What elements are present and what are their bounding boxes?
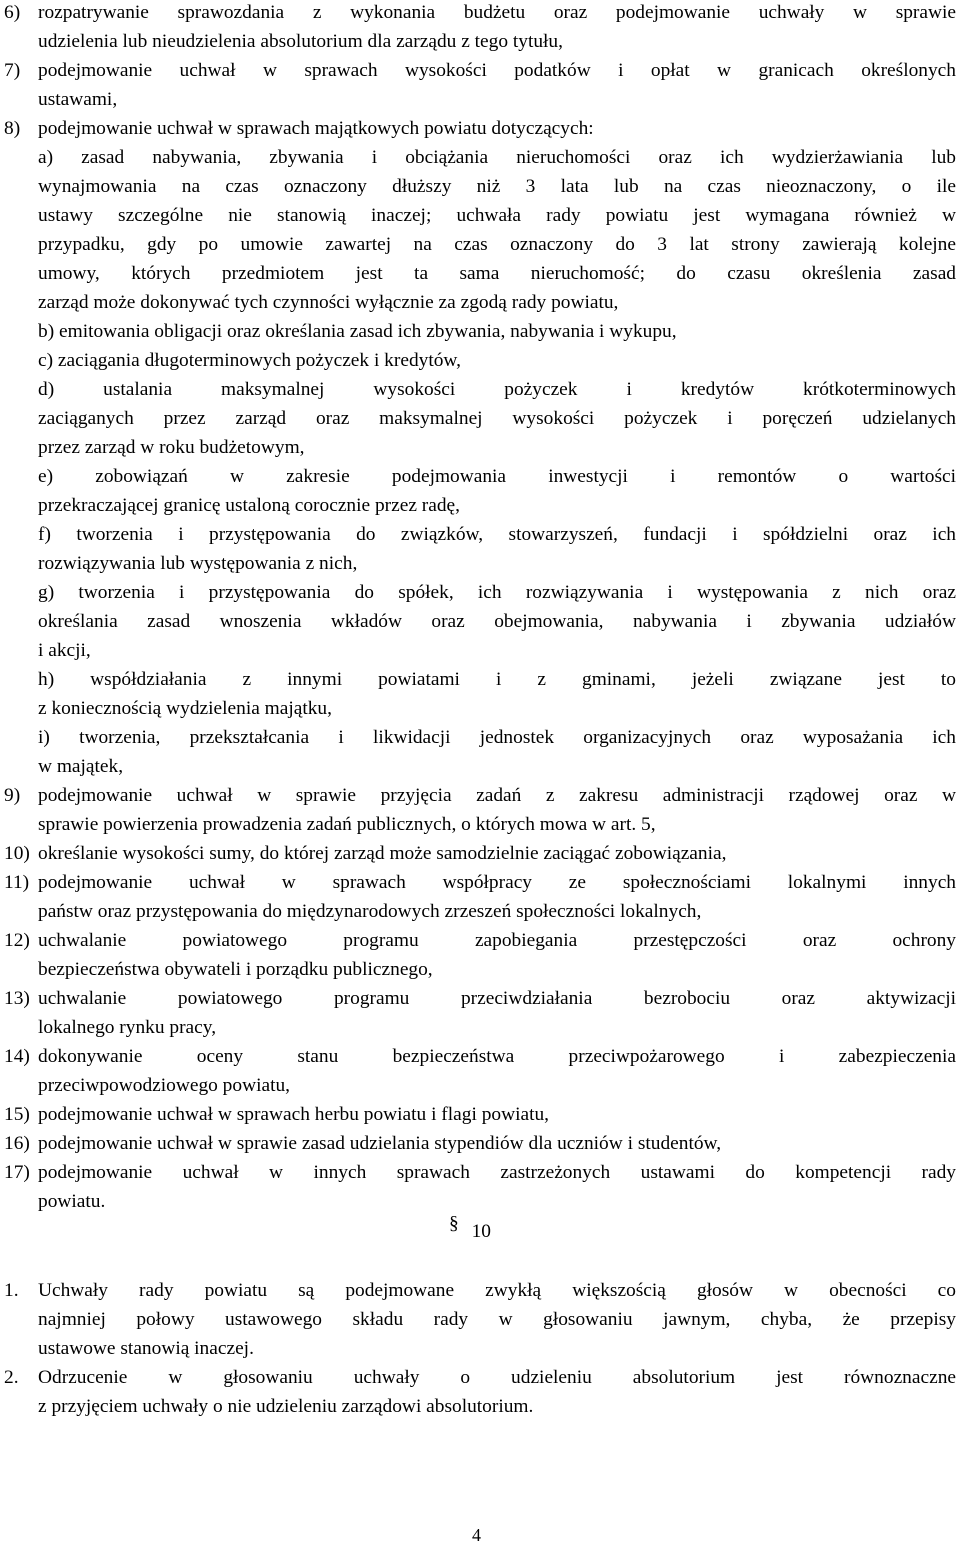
- sub-a-line-4: przypadku, gdy po umowie zawartej na czas oznaczony do 3 lat strony zawierają kolejne: [38, 234, 956, 255]
- item-14-line-2: przeciwpowodziowego powiatu,: [38, 1075, 291, 1096]
- sub-a-line-6: zarząd może dokonywać tych czynności wyłącznie za zgodą rady powiatu,: [38, 292, 619, 313]
- item-8-line-1: podejmowanie uchwał w sprawach majątkowych powiatu dotyczących:: [38, 118, 594, 139]
- item-6-line-1: rozpatrywanie sprawozdania z wykonania budżetu oraz podejmowanie uchwały w sprawie: [38, 2, 956, 23]
- sub-g-line-3: i akcji,: [38, 640, 91, 661]
- paragraph-1-line-1: Uchwały rady powiatu są podejmowane zwykłą większością głosów w obecności co: [38, 1280, 956, 1301]
- item-9-line-2: sprawie powierzenia prowadzenia zadań publicznych, o których mowa w art. 5,: [38, 814, 656, 835]
- sub-g-line-2: określania zasad wnoszenia wkładów oraz obejmowania, nabywania i zbywania udziałów: [38, 611, 956, 632]
- item-6-line-2: udzielenia lub nieudzielenia absolutorium dla zarządu z tego tytułu,: [38, 31, 563, 52]
- item-17-line-2: powiatu.: [38, 1191, 106, 1212]
- item-number: 14): [4, 1046, 30, 1067]
- sub-d-line-2: zaciąganych przez zarząd oraz maksymalnej wysokości pożyczek i poręczeń udzielanych: [38, 408, 956, 429]
- item-number: 6): [4, 2, 21, 23]
- sub-d-line-1: d) ustalania maksymalnej wysokości pożyczek i kredytów krótkoterminowych: [38, 379, 956, 400]
- item-11-line-1: podejmowanie uchwał w sprawach współpracy ze społecznościami lokalnymi innych: [38, 872, 956, 893]
- sub-i-line-1: i) tworzenia, przekształcania i likwidacji jednostek organizacyjnych oraz wyposażania ich: [38, 727, 956, 748]
- paragraph-number: 1.: [4, 1280, 19, 1301]
- item-7-line-2: ustawami,: [38, 89, 118, 110]
- item-13-line-1: uchwalanie powiatowego programu przeciwdziałania bezrobociu oraz aktywizacji: [38, 988, 956, 1009]
- item-11-line-2: państw oraz przystępowania do międzynarodowych zrzeszeń społeczności lokalnych,: [38, 901, 702, 922]
- sub-h-line-2: z koniecznością wydzielenia majątku,: [38, 698, 332, 719]
- item-12-line-1: uchwalanie powiatowego programu zapobiegania przestępczości oraz ochrony: [38, 930, 956, 951]
- section-number: 10: [471, 1221, 491, 1242]
- section-heading: [449, 1213, 491, 1243]
- item-13-line-2: lokalnego rynku pracy,: [38, 1017, 217, 1038]
- sub-d-line-3: przez zarząd w roku budżetowym,: [38, 437, 305, 458]
- sub-a-line-2: wynajmowania na czas oznaczony dłuższy niż 3 lata lub na czas nieoznaczony, o ile: [38, 176, 956, 197]
- sub-f-line-2: rozwiązywania lub występowania z nich,: [38, 553, 358, 574]
- item-number: 17): [4, 1162, 30, 1183]
- sub-c-line-1: c) zaciągania długoterminowych pożyczek i kredytów,: [38, 350, 462, 371]
- item-number: 16): [4, 1133, 30, 1154]
- sub-a-line-3: ustawy szczególne nie stanowią inaczej; uchwała rady powiatu jest wymagana również w: [38, 205, 956, 226]
- page-number: 4: [472, 1525, 481, 1545]
- sub-e-line-2: przekraczającej granicę ustaloną corocznie przez radę,: [38, 495, 460, 516]
- item-number: 12): [4, 930, 30, 951]
- item-number: 15): [4, 1104, 30, 1125]
- sub-b-line-1: b) emitowania obligacji oraz określania zasad ich zbywania, nabywania i wykupu,: [38, 321, 677, 342]
- item-number: 7): [4, 60, 21, 81]
- paragraph-2-line-2: z przyjęciem uchwały o nie udzieleniu zarządowi absolutorium.: [38, 1396, 534, 1417]
- item-9-line-1: podejmowanie uchwał w sprawie przyjęcia zadań z zakresu administracji rządowej oraz w: [38, 785, 956, 806]
- item-15-line-1: podejmowanie uchwał w sprawach herbu powiatu i flagi powiatu,: [38, 1104, 550, 1125]
- item-14-line-1: dokonywanie oceny stanu bezpieczeństwa przeciwpożarowego i zabezpieczenia: [38, 1046, 956, 1067]
- sub-a-line-5: umowy, których przedmiotem jest ta sama nieruchomość; do czasu określenia zasad: [38, 263, 956, 284]
- paragraph-number: 2.: [4, 1367, 19, 1388]
- item-number: 13): [4, 988, 30, 1009]
- paragraph-1-line-3: ustawowe stanowią inaczej.: [38, 1338, 254, 1359]
- sub-f-line-1: f) tworzenia i przystępowania do związków, stowarzyszeń, fundacji i spółdzielni oraz ich: [38, 524, 956, 545]
- item-16-line-1: podejmowanie uchwał w sprawie zasad udzielania stypendiów dla uczniów i studentów,: [38, 1133, 722, 1154]
- item-17-line-1: podejmowanie uchwał w innych sprawach zastrzeżonych ustawami do kompetencji rady: [38, 1162, 956, 1183]
- paragraph-2-line-1: Odrzucenie w głosowaniu uchwały o udzieleniu absolutorium jest równoznaczne: [38, 1367, 956, 1388]
- sub-a-line-1: a) zasad nabywania, zbywania i obciążania nieruchomości oraz ich wydzierżawiania lub: [38, 147, 956, 168]
- item-number: 9): [4, 785, 21, 806]
- item-12-line-2: bezpieczeństwa obywateli i porządku publicznego,: [38, 959, 433, 980]
- item-10-line-1: określanie wysokości sumy, do której zarząd może samodzielnie zaciągać zobowiązania,: [38, 843, 727, 864]
- sub-e-line-1: e) zobowiązań w zakresie podejmowania inwestycji i remontów o wartości: [38, 466, 956, 487]
- paragraph-1-line-2: najmniej połowy ustawowego składu rady w głosowaniu jawnym, chyba, że przepisy: [38, 1309, 956, 1330]
- item-number: 10): [4, 843, 30, 864]
- sub-h-line-1: h) współdziałania z innymi powiatami i z gminami, jeżeli związane jest to: [38, 669, 956, 690]
- item-7-line-1: podejmowanie uchwał w sprawach wysokości podatków i opłat w granicach określonych: [38, 60, 956, 81]
- sub-i-line-2: w majątek,: [38, 756, 124, 777]
- section-sign: §: [449, 1213, 459, 1234]
- item-number: 11): [4, 872, 30, 893]
- item-number: 8): [4, 118, 21, 139]
- sub-g-line-1: g) tworzenia i przystępowania do spółek, ich rozwiązywania i występowania z nich oraz: [38, 582, 956, 603]
